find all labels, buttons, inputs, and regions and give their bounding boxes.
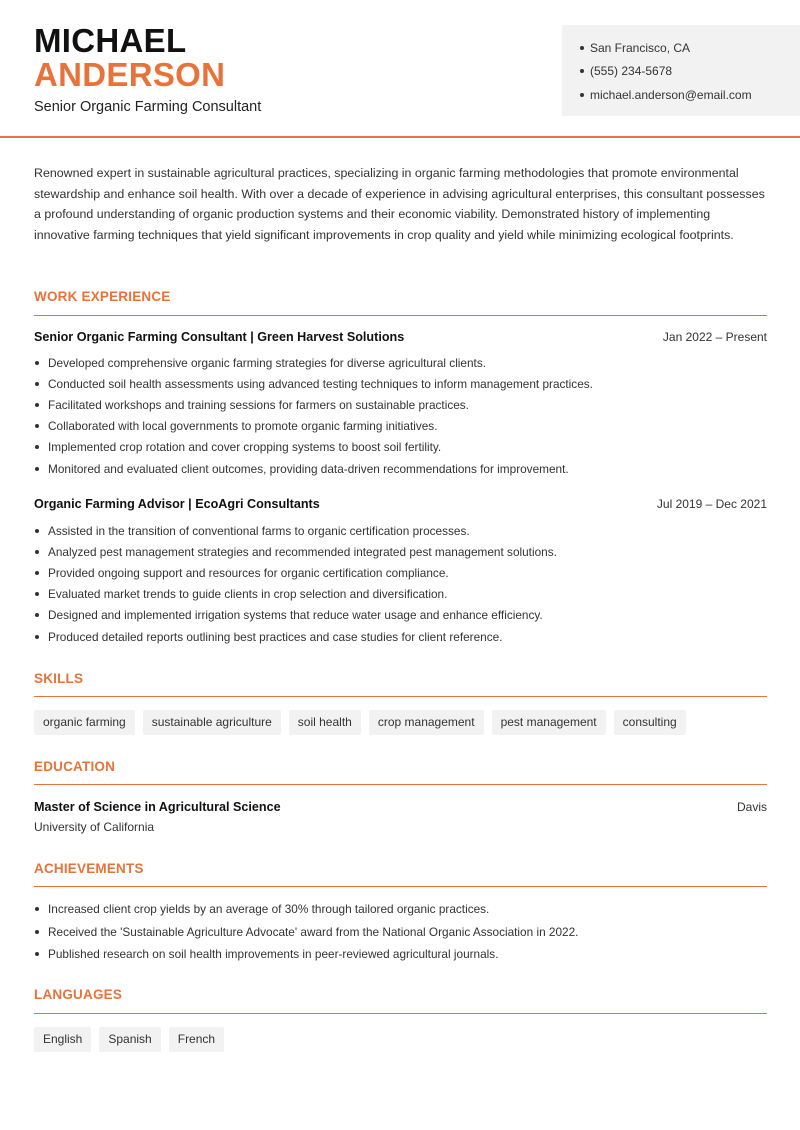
bullet-icon bbox=[35, 467, 39, 471]
list-item bbox=[34, 520, 769, 541]
bullet-text: Implemented crop rotation and cover cropping systems to boost soil fertility. bbox=[48, 440, 442, 455]
job-dates: Jul 2019 – Dec 2021 bbox=[656, 497, 767, 511]
section-divider bbox=[34, 696, 767, 697]
contact-box bbox=[562, 25, 800, 116]
school-name: University of California bbox=[34, 820, 155, 834]
bullet-icon bbox=[35, 613, 39, 617]
bullet-text: Received the 'Sustainable Agriculture Advocate' award from the National Organic Association in 2022. bbox=[48, 924, 579, 939]
list-item bbox=[34, 943, 769, 966]
bullet-icon bbox=[35, 424, 39, 428]
skill-tag: crop management bbox=[369, 710, 484, 735]
education-entry-header bbox=[34, 800, 767, 814]
bullet-text: Published research on soil health improvements in peer-reviewed agricultural journals. bbox=[48, 947, 499, 962]
job-role: Organic Farming Advisor | EcoAgri Consultants bbox=[34, 497, 320, 511]
job-entry-header bbox=[34, 330, 767, 344]
section-title-experience: WORK EXPERIENCE bbox=[34, 289, 171, 304]
last-name: ANDERSON bbox=[34, 56, 226, 93]
list-item bbox=[34, 605, 769, 626]
bullet-text: Evaluated market trends to guide clients in crop selection and diversification. bbox=[48, 587, 448, 602]
section-title-languages: LANGUAGES bbox=[34, 987, 123, 1002]
section-title-skills: SKILLS bbox=[34, 671, 84, 686]
bullet-icon bbox=[35, 930, 39, 934]
profile-summary: Renowned expert in sustainable agricultural practices, specializing in organic farming methodologies that promote environmental stewardship and enhance soil health. With over a decade of experience in advising agricultural enterprises, this consultant possesses a profound understanding of organic production systems and their economic viability. Demonstrated history of implementing innovative farming techniques that yield significant improvements in crop quality and yield while minimizing ecological footprints. bbox=[34, 166, 765, 242]
bullet-icon bbox=[35, 403, 39, 407]
list-item bbox=[34, 541, 769, 562]
bullet-icon bbox=[35, 571, 39, 575]
bullet-icon bbox=[35, 445, 39, 449]
job-title: Senior Organic Farming Consultant bbox=[34, 99, 262, 115]
skill-tag: consulting bbox=[614, 710, 686, 735]
bullet-icon bbox=[35, 952, 39, 956]
section-title-achievements: ACHIEVEMENTS bbox=[34, 861, 144, 876]
list-item bbox=[34, 921, 769, 944]
bullet-text: Increased client crop yields by an average of 30% through tailored organic practices. bbox=[48, 902, 490, 917]
bullet-icon bbox=[580, 93, 584, 97]
phone-text: (555) 234-5678 bbox=[590, 64, 673, 79]
list-item bbox=[34, 416, 769, 437]
bullet-icon bbox=[35, 361, 39, 365]
bullet-icon bbox=[35, 550, 39, 554]
bullet-text: Facilitated workshops and training sessions for farmers on sustainable practices. bbox=[48, 397, 469, 412]
list-item bbox=[34, 352, 769, 373]
bullet-icon bbox=[580, 69, 584, 73]
language-tag: Spanish bbox=[99, 1027, 160, 1052]
bullet-text: Monitored and evaluated client outcomes, providing data-driven recommendations for improvement. bbox=[48, 461, 569, 476]
section-divider bbox=[34, 886, 767, 887]
language-tag: French bbox=[169, 1027, 224, 1052]
section-divider bbox=[34, 1013, 767, 1014]
education-location: Davis bbox=[736, 800, 767, 814]
email-link[interactable]: michael.anderson@email.com bbox=[590, 87, 752, 102]
list-item bbox=[34, 584, 769, 605]
skills-tags bbox=[34, 710, 686, 735]
list-item bbox=[34, 626, 769, 647]
bullet-icon bbox=[35, 907, 39, 911]
job-dates: Jan 2022 – Present bbox=[662, 330, 767, 344]
location-text: San Francisco, CA bbox=[590, 40, 691, 55]
job-bullets bbox=[34, 520, 769, 647]
skill-tag: organic farming bbox=[34, 710, 135, 735]
list-item bbox=[34, 458, 769, 479]
contact-location bbox=[580, 36, 800, 60]
bullet-text: Produced detailed reports outlining best practices and case studies for client reference. bbox=[48, 629, 503, 644]
skill-tag: soil health bbox=[289, 710, 361, 735]
bullet-text: Collaborated with local governments to promote organic farming initiatives. bbox=[48, 419, 438, 434]
skill-tag: sustainable agriculture bbox=[143, 710, 281, 735]
section-title-education: EDUCATION bbox=[34, 759, 116, 774]
first-name: MICHAEL bbox=[34, 22, 187, 59]
bullet-icon bbox=[35, 529, 39, 533]
language-tag: English bbox=[34, 1027, 91, 1052]
skill-tag: pest management bbox=[492, 710, 606, 735]
list-item bbox=[34, 562, 769, 583]
contact-phone bbox=[580, 60, 800, 84]
list-item bbox=[34, 394, 769, 415]
bullet-icon bbox=[35, 382, 39, 386]
degree: Master of Science in Agricultural Science bbox=[34, 800, 281, 814]
bullet-icon bbox=[35, 592, 39, 596]
languages-tags bbox=[34, 1027, 224, 1052]
job-entry-header bbox=[34, 497, 767, 511]
contact-email[interactable] bbox=[580, 83, 800, 107]
list-item bbox=[34, 437, 769, 458]
job-role: Senior Organic Farming Consultant | Green Harvest Solutions bbox=[34, 330, 405, 344]
bullet-text: Developed comprehensive organic farming strategies for diverse agricultural clients. bbox=[48, 355, 487, 370]
job-bullets bbox=[34, 352, 769, 479]
bullet-text: Assisted in the transition of conventional farms to organic certification processes. bbox=[48, 523, 470, 538]
bullet-text: Conducted soil health assessments using advanced testing techniques to inform management practices. bbox=[48, 376, 593, 391]
resume-header bbox=[0, 0, 800, 138]
bullet-icon bbox=[35, 635, 39, 639]
bullet-text: Analyzed pest management strategies and recommended integrated pest management solutions. bbox=[48, 544, 557, 559]
bullet-text: Designed and implemented irrigation systems that reduce water usage and enhance efficiency. bbox=[48, 608, 543, 623]
bullet-text: Provided ongoing support and resources for organic certification compliance. bbox=[48, 565, 449, 580]
list-item bbox=[34, 373, 769, 394]
section-divider bbox=[34, 784, 767, 785]
bullet-icon bbox=[580, 46, 584, 50]
section-divider bbox=[34, 315, 767, 316]
achievements-list bbox=[34, 898, 769, 966]
list-item bbox=[34, 898, 769, 921]
